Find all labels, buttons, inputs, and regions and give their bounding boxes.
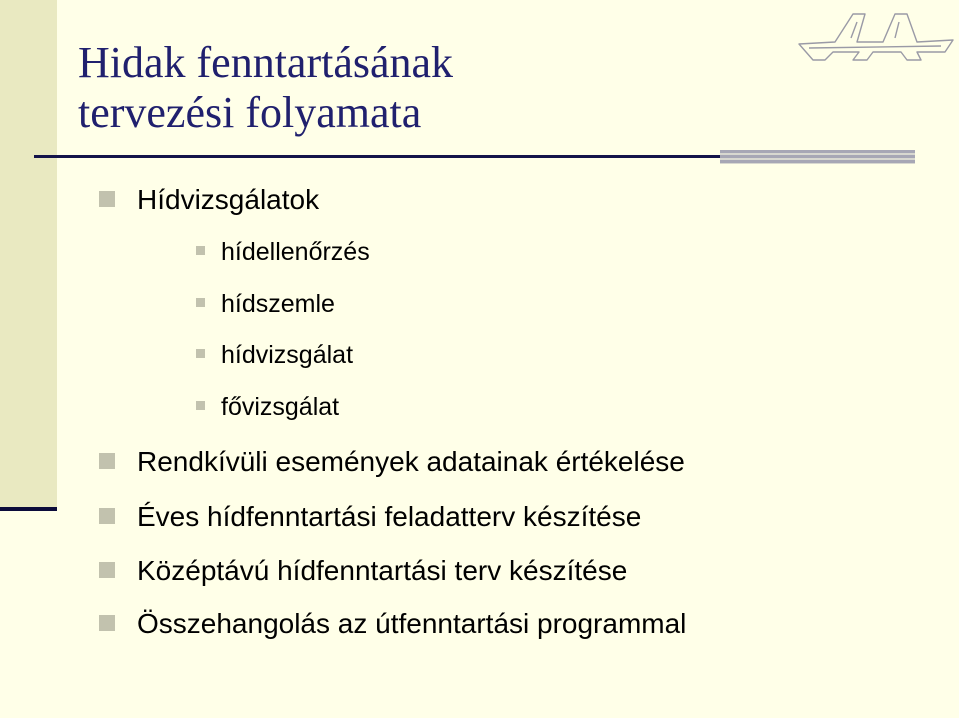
left-band-underline [0, 507, 57, 511]
bullet-text: Középtávú hídfenntartási terv készítése [137, 555, 628, 586]
bullet-text: hídszemle [221, 290, 335, 318]
slide-title-line2: tervezési folyamata [78, 88, 422, 137]
bullet-text: Éves hídfenntartási feladatterv készítése [137, 501, 642, 532]
bullet-text: Rendkívüli események adatainak értékelése [137, 446, 685, 477]
bullet-item [99, 500, 641, 534]
sub-bullet-item [196, 237, 370, 267]
bullet-text: hídvizsgálat [221, 341, 354, 369]
square-bullet-icon [196, 401, 205, 410]
square-bullet-icon [196, 246, 205, 255]
bullet-item [99, 554, 627, 588]
bullet-item [99, 607, 686, 641]
bullet-text: hídellenőrzés [221, 238, 370, 266]
square-bullet-icon [196, 349, 205, 358]
sub-bullet-item [196, 392, 339, 422]
bullet-text: Összehangolás az útfenntartási programmal [137, 608, 687, 639]
square-bullet-icon [99, 508, 115, 524]
bullet-text: Hídvizsgálatok [137, 184, 320, 215]
title-divider-accent [720, 150, 915, 164]
square-bullet-icon [99, 615, 115, 631]
square-bullet-icon [196, 298, 205, 307]
square-bullet-icon [99, 453, 115, 469]
bridge-arch-logo-icon [795, 8, 957, 64]
bullet-text: fővizsgálat [221, 393, 340, 421]
slide-title [78, 38, 453, 138]
title-divider [34, 155, 724, 158]
bullet-item [99, 183, 319, 217]
left-decorative-band [0, 0, 57, 510]
square-bullet-icon [99, 562, 115, 578]
bullet-item [99, 445, 685, 479]
square-bullet-icon [99, 191, 115, 207]
sub-bullet-item [196, 340, 353, 370]
sub-bullet-item [196, 289, 335, 319]
slide-title-line1: Hidak fenntartásának [78, 38, 454, 87]
